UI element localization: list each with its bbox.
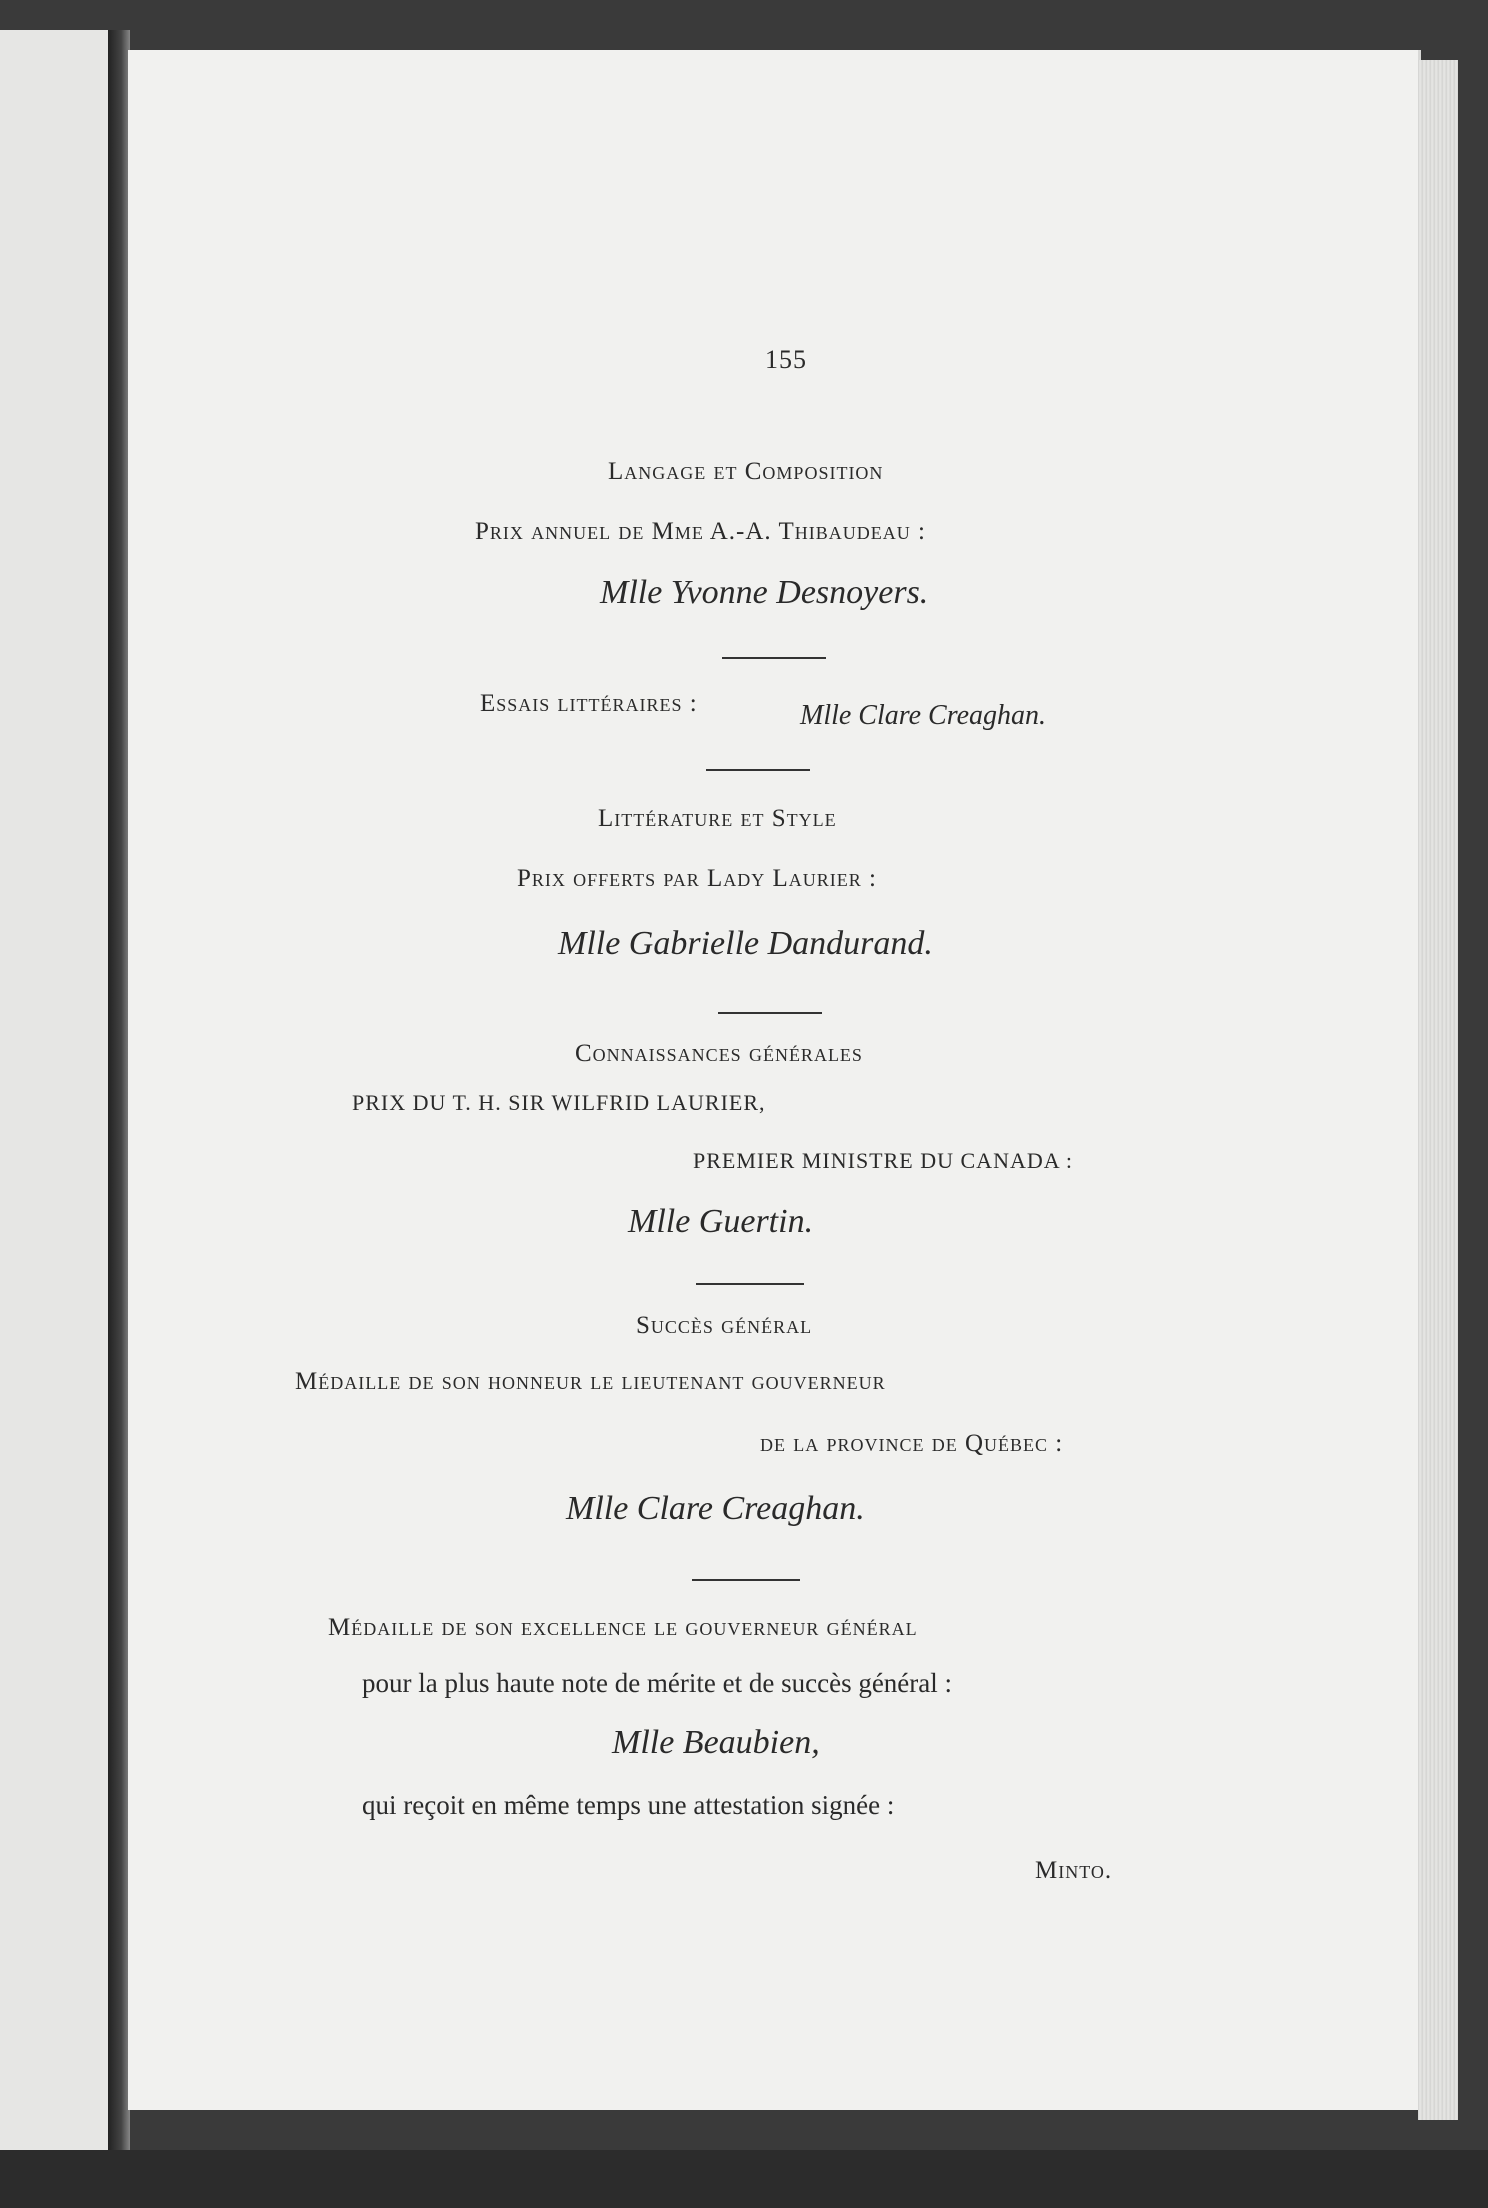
essais-winner: Mlle Clare Creaghan. bbox=[800, 700, 1047, 731]
divider-3 bbox=[718, 1012, 822, 1014]
left-page-edge bbox=[0, 30, 110, 2208]
connaissances-prize-line2: PREMIER MINISTRE DU CANADA : bbox=[693, 1148, 1074, 1173]
succes-winner: Mlle Clare Creaghan. bbox=[566, 1490, 865, 1527]
succes-prize-line2: de la province de Québec : bbox=[760, 1430, 1064, 1457]
page-number: 155 bbox=[765, 345, 807, 374]
book-gutter bbox=[108, 30, 130, 2208]
divider-5 bbox=[692, 1579, 800, 1581]
connaissances-prize-line1: PRIX DU T. H. SIR WILFRID LAURIER, bbox=[352, 1090, 766, 1115]
divider-1 bbox=[722, 657, 826, 659]
langage-winner: Mlle Yvonne Desnoyers. bbox=[600, 574, 929, 611]
medaille-signature: Minto. bbox=[1035, 1857, 1113, 1884]
medaille-prize: Médaille de son excellence le gouverneur général bbox=[328, 1614, 918, 1641]
connaissances-winner: Mlle Guertin. bbox=[628, 1203, 814, 1240]
langage-prize: Prix annuel de Mme A.-A. Thibaudeau : bbox=[475, 518, 926, 545]
litterature-prize: Prix offerts par Lady Laurier : bbox=[517, 865, 877, 892]
medaille-winner: Mlle Beaubien, bbox=[612, 1724, 820, 1761]
medaille-note: pour la plus haute note de mérite et de succès général : bbox=[362, 1668, 953, 1698]
litterature-heading: Littérature et Style bbox=[598, 805, 837, 832]
essais-label: Essais littéraires : bbox=[480, 690, 698, 717]
divider-4 bbox=[696, 1283, 804, 1285]
medaille-attestation: qui reçoit en même temps une attestation signée : bbox=[362, 1790, 895, 1820]
scan-bottom-strip bbox=[0, 2150, 1488, 2208]
divider-2 bbox=[706, 769, 810, 771]
langage-heading: Langage et Composition bbox=[608, 458, 884, 485]
succes-prize-line1: Médaille de son honneur le lieutenant gouverneur bbox=[295, 1368, 886, 1395]
page-stack-edge bbox=[1418, 60, 1458, 2120]
litterature-winner: Mlle Gabrielle Dandurand. bbox=[558, 925, 933, 962]
connaissances-heading: Connaissances générales bbox=[575, 1040, 863, 1067]
succes-heading: Succès général bbox=[636, 1312, 813, 1339]
